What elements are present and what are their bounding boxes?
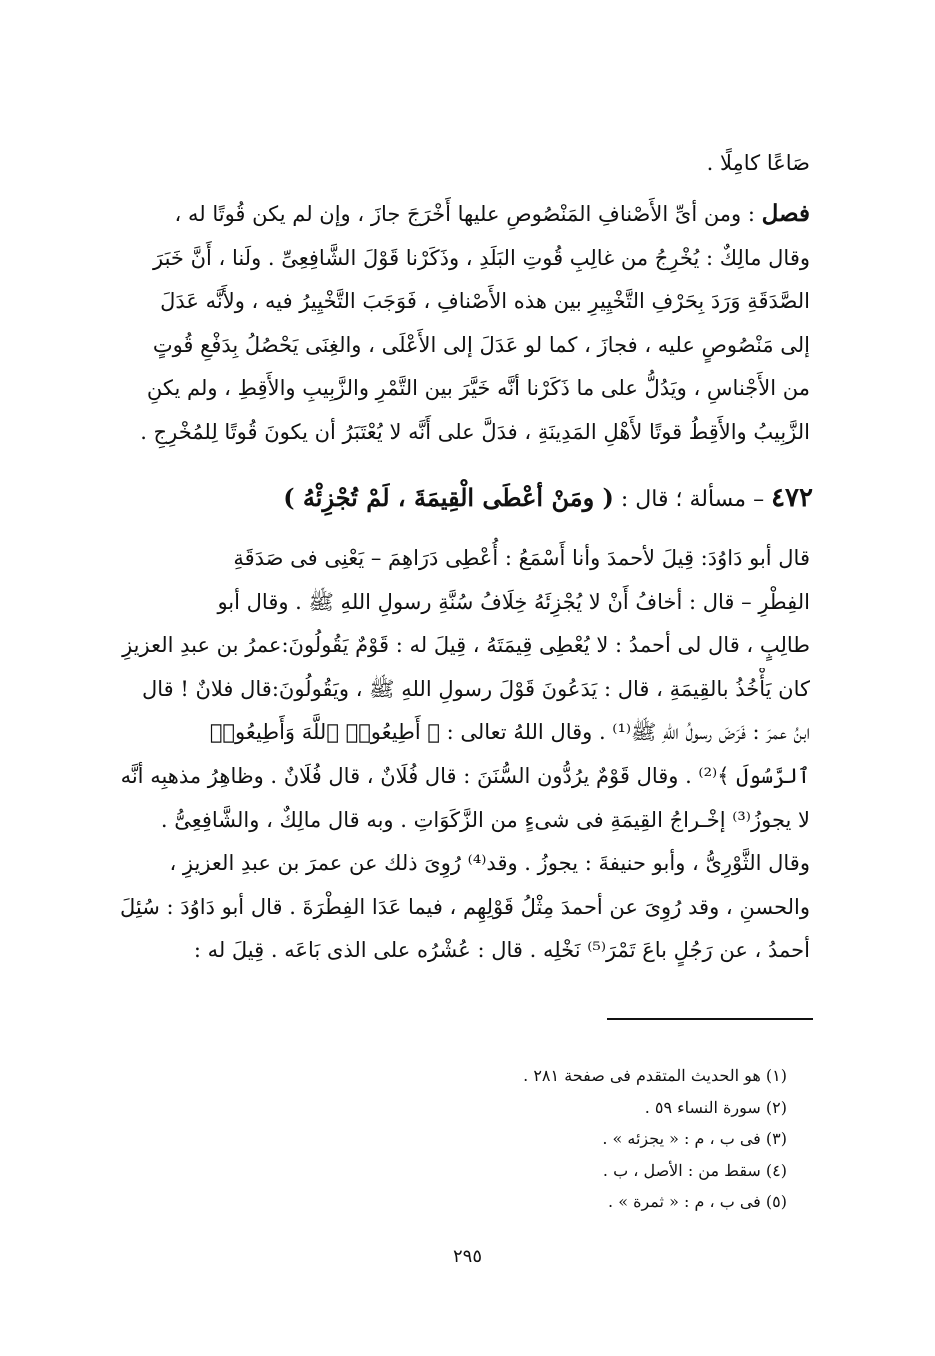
footnotes [267, 1060, 787, 1218]
text-line: من الأَجْناسِ ، ويَدُلُّ على ما ذَكَرْنا أنَّه خَيَّرَ بين التَّمْرِ والزَّبِيبِ والأَقِطِ ، ولم يكنِ [146, 376, 810, 401]
text-line: أحمدُ ، عن رَجُلٍ باعَ تَمْرَ⁽⁵⁾ نَخْلِه . قال : عُشْرُه على الذى بَاعَه . قِيلَ له : [193, 938, 810, 963]
text-line: لا يجوزُ⁽³⁾ إخْـراجُ القِيمَةِ فى شىءٍ من الزَّكَوَاتِ . وبه قال مالِكٌ ، والشَّافِعِىُّ . [160, 807, 810, 832]
text-line: وقال الثَّوْرِىُّ ، وأبو حنيفةَ : يجوزُ . وقد⁽⁴⁾ رُوِىَ ذلك عن عمرَ بن عبدِ العزيزِ ، [169, 851, 810, 876]
text-line: الزَّبِيبُ والأَقِطُ قوتًا لأَهْلِ المَدِينَةِ ، فدَلَّ على أَنَّه لا يُعْتَبَرُ أن يكونَ قُوتًا لِلمُخْرِجِ . [140, 419, 810, 444]
footnote: (٤) سقط من : الأصل ، ب . [602, 1160, 787, 1180]
text-line: والحسنِ ، وقد رُوِىَ عن أحمدَ مِثْلُ قَوْلِهِم ، فيما عَدَا الفِطْرَةَ . قال أبو دَاوُدَ : سُئِلَ [120, 894, 810, 919]
text-line: الفِطْرِ – قال : أخافُ أَنْ لا يُجْزِئَهُ خِلَافُ سُنَّةِ رسولِ اللهِ ﷺ . وقال أبو [217, 589, 810, 614]
text-line: ابنُ عمرَ : فَرَضَ رسولُ اللهِ ﷺ⁽¹⁾ . وقال اللهُ تعالى : ﴿ أَطِيعُوا۟ ٱللَّهَ وَأَطِيعُوا۟ [209, 720, 810, 745]
text-line: إلى مَنْصُوصٍ عليه ، فجازَ ، كما لو عَدَلَ إلى الأَعْلَى ، والغِنَى يَحْصُلُ بِدَفْعِ قُوتٍ [152, 332, 810, 357]
masala-label: – مسألة ؛ قال : [620, 487, 765, 512]
intro-paragraph [120, 142, 810, 186]
masala-title: ( ومَنْ أعْطَى الْقِيمَةَ ، لَمْ تُجْزِئْهُ ) [283, 483, 614, 512]
fasl-paragraph [120, 192, 810, 455]
footnote-separator [607, 1018, 813, 1020]
text-line: كان يَأْخُذُ بالقِيمَةِ ، قال : يَدَعُونَ قَوْلَ رسولِ اللهِ ﷺ ، ويَقُولُونَ:قال فلانٌ ! قال [141, 676, 810, 701]
footnote: (٢) سورة النساء ٥٩ . [644, 1097, 787, 1117]
text-line: وقال مالِكٌ : يُخْرِجُ من غالِبِ قُوتِ البَلَدِ ، وذَكَرْنا قَوْلَ الشَّافِعِىِّ . ولَنا ، أَنَّ خَبَرَ [152, 245, 810, 270]
text-line-content: : ومن أىِّ الأَصْنافِ المَنْصُوصِ عليها أَخْرَجَ جازَ ، وإن لم يكن قُوتًا له ، [174, 202, 755, 226]
masala-heading [123, 476, 813, 522]
footnote: (١) هو الحديث المتقدم فى صفحة ٢٨١ . [523, 1066, 787, 1085]
text-line: الصَّدَقَةِ وَرَدَ بِحَرْفِ التَّخْيِيرِ بين هذه الأَصْنافِ ، فَوَجَبَ التَّخْيِيرُ فيه ، ولأَنَّه عَدَلَ [160, 289, 810, 314]
footnote: (٥) فى ب ، م : « ثمرة » . [608, 1192, 787, 1211]
footnote: (٣) فى ب ، م : « يجزئه » . [602, 1129, 787, 1148]
masala-number: ٤٧٢ [771, 483, 813, 513]
page-number: ٢٩٥ [452, 1246, 482, 1267]
text-line: قال أبو دَاوُدَ: قِيلَ لأحمدَ وأنا أَسْمَعُ : أُعْطِى دَرَاهِمَ – يَعْنِى فى صَدَقَةِ [233, 546, 810, 570]
fasl-lead-word: فصل [761, 200, 810, 227]
text-line: ٱلرَّسُولَ ﴾⁽²⁾ . وقال قَوْمٌ يرُدُّون السُّنَنَ : قال فُلَانٌ ، قال فُلَانٌ . وظاهِرُ مذهبِه أنَّه [120, 763, 810, 788]
masala-body-paragraph [120, 537, 810, 973]
text-line [120, 192, 810, 237]
intro-line: صَاعًا كامِلًا . [706, 151, 810, 175]
text-line: طالِبٍ ، قال لى أحمدُ : لا يُعْطِى قِيمَتَهُ ، قِيلَ له : قَوْمٌ يَقُولُونَ:عمرُ بن عبدِ العزيزِ [122, 633, 810, 658]
